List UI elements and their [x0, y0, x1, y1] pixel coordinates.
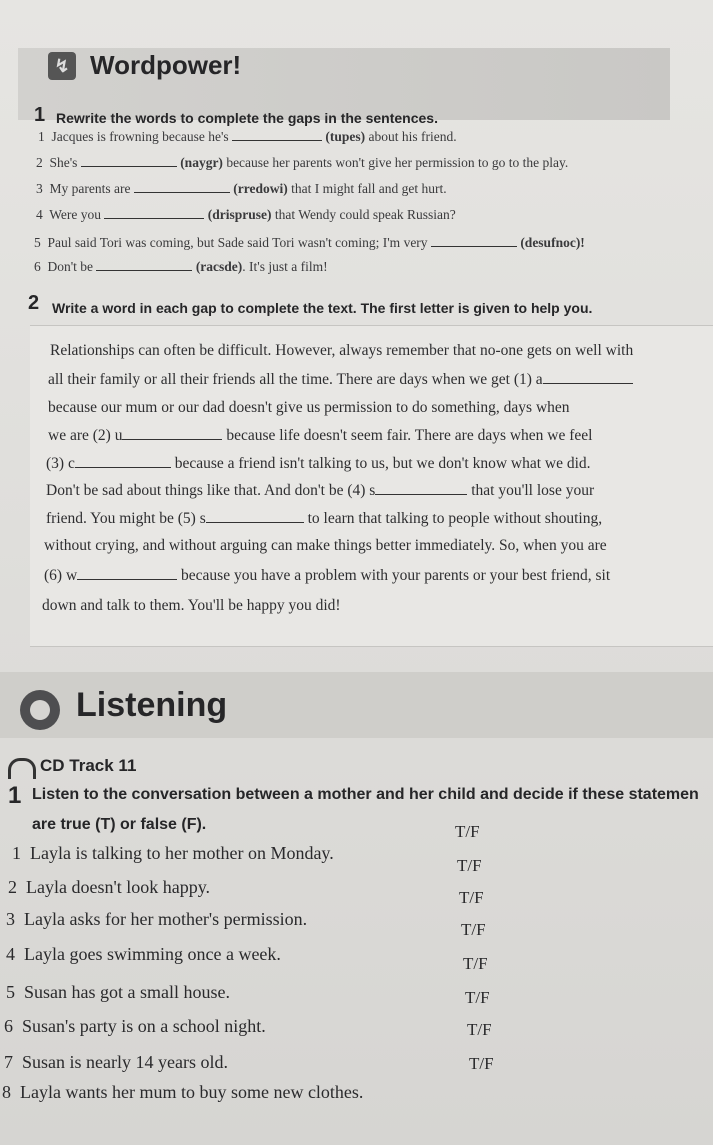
- ex2-line-5: (3) c because a friend isn't talking to us, but we don't know what we did.: [46, 455, 591, 472]
- listening-exercise-number: 1: [8, 782, 22, 809]
- exercise-2-instruction: Write a word in each gap to complete the text. The first letter is given to help you.: [52, 300, 593, 316]
- statement-8: 8 Layla wants her mum to buy some new clothes.: [2, 1082, 364, 1102]
- ex2-line-6: Don't be sad about things like that. And don't be (4) s that you'll lose your: [46, 482, 595, 499]
- ex2-line-7: friend. You might be (5) s to learn that talking to people without shouting,: [46, 510, 603, 527]
- statement-3: 3 Layla asks for her mother's permission.: [6, 909, 308, 929]
- wordpower-icon: ↯: [48, 52, 76, 80]
- tf-option-7[interactable]: T/F: [467, 1020, 492, 1039]
- statement-5: 5 Susan has got a small house.: [6, 982, 230, 1002]
- ex2-line-4: we are (2) u because life doesn't seem fair. There are days when we feel: [48, 427, 593, 444]
- tf-option-1[interactable]: T/F: [455, 822, 480, 841]
- tf-option-8[interactable]: T/F: [469, 1054, 494, 1073]
- ex2-line-1: Relationships can often be difficult. However, always remember that no-one gets on well with: [50, 342, 634, 359]
- ex2-line-3: because our mum or our dad doesn't give us permission to do something, days when: [48, 399, 570, 416]
- ex1-item-6: 6 Don't be (racsde). It's just a film!: [34, 259, 328, 274]
- listening-instruction-1: Listen to the conversation between a mother and her child and decide if these statemen: [32, 786, 699, 803]
- tf-option-5[interactable]: T/F: [463, 954, 488, 973]
- tf-option-2[interactable]: T/F: [457, 856, 482, 875]
- exercise-2-number: 2: [28, 292, 40, 314]
- listening-instruction-2: are true (T) or false (F).: [32, 816, 207, 833]
- exercise-1-number: 1: [34, 104, 46, 126]
- cd-track-label: CD Track 11: [40, 756, 137, 775]
- ex1-item-3: 3 My parents are (rredowi) that I might fall and get hurt.: [36, 181, 447, 196]
- statement-2: 2 Layla doesn't look happy.: [8, 877, 211, 897]
- listening-title: Listening: [76, 686, 228, 724]
- statement-7: 7 Susan is nearly 14 years old.: [4, 1052, 228, 1072]
- exercise-1-instruction: Rewrite the words to complete the gaps in the sentences.: [56, 110, 438, 126]
- ex2-line-9: (6) w because you have a problem with your parents or your best friend, sit: [44, 567, 611, 584]
- ex1-item-2: 2 She's (naygr) because her parents won't give her permission to go to the play.: [36, 155, 569, 170]
- ex1-item-5: 5 Paul said Tori was coming, but Sade said Tori wasn't coming; I'm very (desufnoc)!: [34, 235, 585, 250]
- headphones-icon: [20, 690, 60, 730]
- statement-6: 6 Susan's party is on a school night.: [4, 1016, 266, 1036]
- wordpower-title: Wordpower!: [90, 50, 242, 80]
- ex1-item-4: 4 Were you (drispruse) that Wendy could speak Russian?: [36, 207, 456, 222]
- tf-option-3[interactable]: T/F: [459, 888, 484, 907]
- ex2-line-8: without crying, and without arguing can make things better immediately. So, when you are: [44, 537, 607, 554]
- ex2-line-10: down and talk to them. You'll be happy you did!: [42, 597, 341, 614]
- cd-headphones-icon: [8, 758, 36, 779]
- ex1-item-1: 1 Jacques is frowning because he's (tupes) about his friend.: [38, 129, 457, 144]
- tf-option-6[interactable]: T/F: [465, 988, 490, 1007]
- tf-option-4[interactable]: T/F: [461, 920, 486, 939]
- ex2-line-2: all their family or all their friends all the time. There are days when we get (1) a: [48, 369, 633, 389]
- statement-4: 4 Layla goes swimming once a week.: [6, 944, 281, 964]
- statement-1: 1 Layla is talking to her mother on Monday.: [12, 843, 334, 863]
